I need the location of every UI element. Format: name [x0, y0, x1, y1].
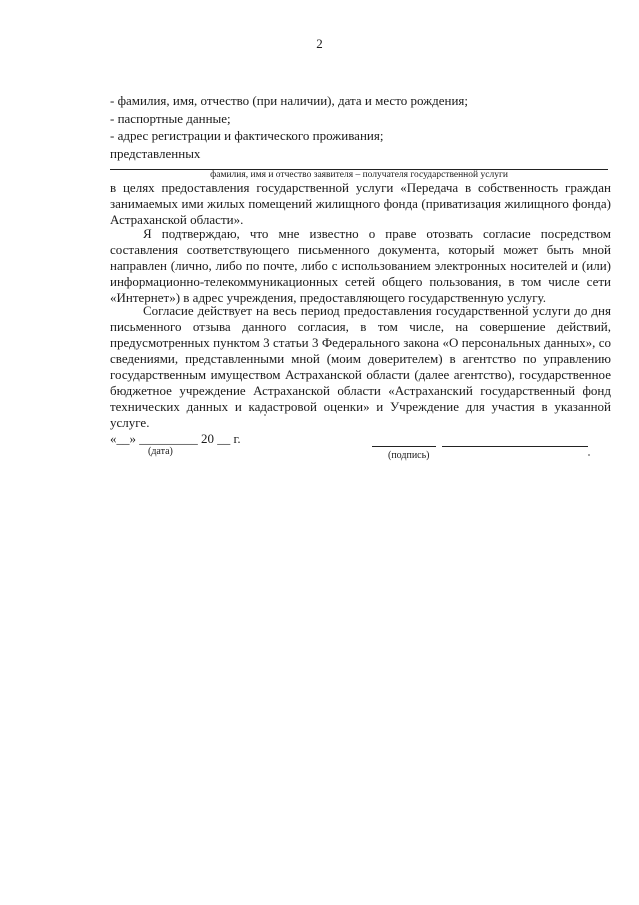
- list-item-address: - адрес регистрации и фактического проживания;: [110, 128, 384, 143]
- list-item-represented: представленных: [110, 145, 201, 161]
- signature-name-line: [442, 446, 588, 447]
- signature-caption: (подпись): [388, 450, 430, 461]
- date-caption: (дата): [148, 446, 173, 457]
- page-number: 2: [316, 36, 323, 51]
- applicant-name-caption: фамилия, имя и отчество заявителя – получателя государственной услуги: [210, 170, 508, 180]
- date-field: «__» _________ 20 __ г.: [110, 431, 241, 446]
- revocation-paragraph: Я подтверждаю, что мне известно о праве отозвать согласие посредством составления соответствующего письменного документа, который может быть мной направлен (лично, либо по почте, либо с использованием электронных носителей и (или) информационно-телекоммуникационных сетей общего пользования, в том числе сети «Интернет») в адрес учреждения, предоставляющего государственную услугу.: [110, 226, 611, 305]
- scan-speck: [264, 414, 266, 416]
- purpose-paragraph: в целях предоставления государственной услуги «Передача в собственность граждан занимаемых ими жилых помещений жилищного фонда (приватизация жилищного фонда) Астраханской области».: [110, 180, 611, 227]
- list-item-passport: - паспортные данные;: [110, 110, 231, 126]
- scan-speck: [588, 454, 590, 456]
- list-item-name-birth: - фамилия, имя, отчество (при наличии), дата и место рождения;: [110, 93, 469, 108]
- consent-period-paragraph: Согласие действует на весь период предоставления государственной услуги до дня письменного отзыва данного согласия, в том числе, на совершение действий, предусмотренных пунктом 3 статьи 3 Федерального закона «О персональных данных», со сведениями, представленными мной (моим доверителем) в агентство по управлению государственным имуществом Астраханской области (далее агентство), государственное бюджетное учреждение Астраханской области «Астраханский государственный фонд технических данных и кадастровой оценки» и Учреждение для участия в указанной услуге.: [110, 303, 611, 430]
- personal-data-list: [110, 92, 610, 162]
- signature-line: [372, 446, 436, 447]
